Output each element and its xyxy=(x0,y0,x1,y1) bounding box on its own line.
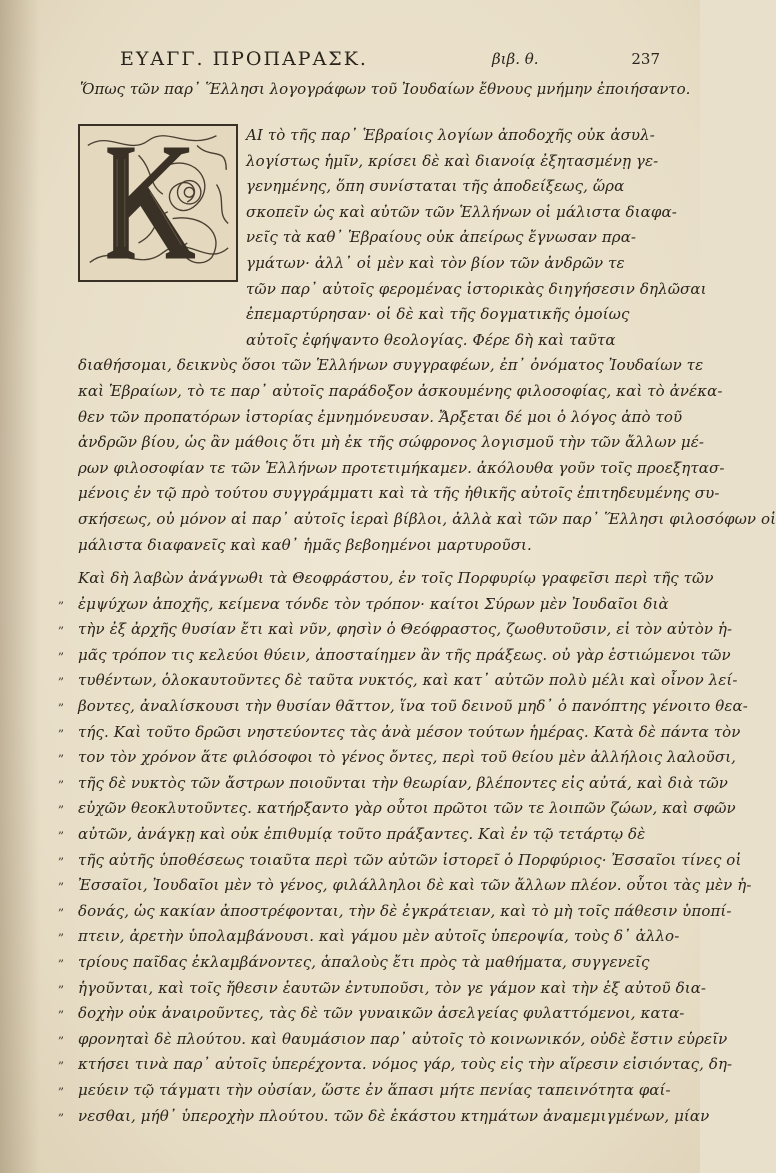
text-line: τῆς δὲ νυκτὸς τῶν ἄστρων ποιοῦνται τὴν θεωρίαν, βλέποντες εἰς αὐτά, καὶ διὰ τῶν xyxy=(78,773,729,792)
text-line: Καὶ δὴ λαβὼν ἀνάγνωθι τὰ Θεοφράστου, ἐν τοῖς Πορφυρίῳ γραφεῖσι περὶ τῆς τῶν xyxy=(78,569,714,588)
chapter-subtitle: Ὅπως τῶν παρ᾽ Ἕλλησι λογογράφων τοῦ Ἰουδαίων ἔθνους μνήμην ἐποιήσαντο. xyxy=(80,80,691,98)
text-line: τῶν παρ᾽ αὐτοῖς φερομένας ἱστορικὰς διηγήσεσιν δηλῶσαι xyxy=(246,279,707,298)
text-line: μᾶς τρόπον τις κελεύοι θύειν, ἀποσταίημεν ἂν τῆς πράξεως. οὐ γὰρ ἑστιώμενοι τῶν xyxy=(78,645,731,664)
quote-mark: „ xyxy=(58,1052,65,1067)
quote-mark: „ xyxy=(58,796,65,811)
text-line: βοντες, ἀναλίσκουσι τὴν θυσίαν θᾶττον, ἵνα τοῦ δεινοῦ μηδ᾽ ὁ πανόπτης γένοιτο θεα- xyxy=(78,697,748,716)
quote-mark: „ xyxy=(58,642,65,657)
text-line: καὶ Ἑβραίων, τὸ τε παρ᾽ αὐτοῖς παράδοξον ἀσκουμένης φιλοσοφίας, καὶ τὸ ἀνέκα- xyxy=(78,381,723,400)
text-line: αὐτοῖς ἐφήψαντο θεολογίας. Φέρε δὴ καὶ ταῦτα xyxy=(246,330,616,349)
quote-mark: „ xyxy=(58,617,65,632)
running-head-title: ΕΥΑΓΓ. ΠΡΟΠΑΡΑΣΚ. xyxy=(120,48,368,70)
paragraph-2 xyxy=(58,566,752,1129)
text-line: μεύειν τῷ τάγματι τὴν οὐσίαν, ὥστε ἐν ἅπασι μήτε πενίας ταπεινότητα φαί- xyxy=(78,1080,671,1099)
paragraph-1 xyxy=(78,123,776,558)
quote-mark: „ xyxy=(58,898,65,913)
text-line: δονάς, ὡς κακίαν ἀποστρέφονται, τὴν δὲ ἐγκράτειαν, καὶ τὸ μὴ τοῖς πάθεσιν ὑποπί- xyxy=(78,901,732,920)
quote-mark: „ xyxy=(58,822,65,837)
quote-mark: „ xyxy=(58,1001,65,1016)
text-line: πτειν, ἀρετὴν ὑπολαμβάνουσι. καὶ γάμου μὲν αὐτοῖς ὑπεροψία, τοὺς δ᾽ ἀλλο- xyxy=(78,927,680,946)
text-line: τον τὸν χρόνον ἅτε φιλόσοφοι τὸ γένος ὄντες, περὶ τοῦ θείου μὲν ἀλλήλοις λαλοῦσι, xyxy=(78,748,737,767)
text-line: σκήσεως, οὐ μόνον αἱ παρ᾽ αὐτοῖς ἱεραὶ βίβλοι, ἀλλὰ καὶ τῶν παρ᾽ Ἕλλησι φιλοσόφων οἱ xyxy=(78,509,776,528)
text-line: εὐχῶν θεοκλυτοῦντες. κατήρξαντο γὰρ οὗτοι πρῶτοι τῶν τε λοιπῶν ζώων, καὶ σφῶν xyxy=(78,799,736,818)
gutter-shadow xyxy=(0,0,40,1173)
quote-mark: „ xyxy=(58,1077,65,1092)
text-line: ἐπεμαρτύρησαν· οἱ δὲ καὶ τῆς δογματικῆς ὁμοίως xyxy=(246,305,630,324)
text-line: δοχὴν οὐκ ἀναιροῦντες, τὰς δὲ τῶν γυναικῶν ἀσελγείας φυλαττόμενοι, κατα- xyxy=(78,1004,685,1023)
text-line: νεσθαι, μήθ᾽ ὑπεροχὴν πλούτου. τῶν δὲ ἑκάστου κτημάτων ἀναμεμιγμένων, μίαν xyxy=(78,1106,710,1125)
body-text xyxy=(58,123,776,1129)
quote-mark: „ xyxy=(58,847,65,862)
text-line: τὴν ἐξ ἀρχῆς θυσίαν ἔτι καὶ νῦν, φησὶν ὁ Θεόφραστος, ζωοθυτοῦσιν, εἰ τὸν αὐτὸν ἡ- xyxy=(78,620,733,639)
text-line: ΑΙ τὸ τῆς παρ᾽ Ἑβραίοις λογίων ἀποδοχῆς οὐκ ἀσυλ- xyxy=(246,126,655,144)
quote-mark: „ xyxy=(58,873,65,888)
text-line: θεν τῶν προπατόρων ἱστορίας ἐμνημόνευσαν. Ἄρξεται δέ μοι ὁ λόγος ἀπὸ τοῦ xyxy=(78,407,683,426)
text-line: τυθέντων, ὁλοκαυτοῦντες δὲ ταῦτα νυκτός, καὶ κατ᾽ αὐτῶν πολὺ μέλι καὶ οἶνον λεί- xyxy=(78,671,738,690)
text-line: νεῖς τὰ καθ᾽ Ἑβραίους οὐκ ἀπείρως ἔγνωσαν πρα- xyxy=(246,228,637,247)
quote-mark: „ xyxy=(58,950,65,964)
text-line: ἐμψύχων ἀποχῆς, κείμενα τόνδε τὸν τρόπον· καίτοι Σύρων μὲν Ἰουδαῖοι διὰ xyxy=(78,594,669,613)
text-line: ἡγοῦνται, καὶ τοῖς ἤθεσιν ἑαυτῶν ἐντυποῦσι, τὸν γε γάμον καὶ τὴν ἐξ αὐτοῦ δια- xyxy=(78,978,707,997)
quote-mark: „ xyxy=(58,924,65,939)
text-line: φρονηταὶ δὲ πλούτου. καὶ θαυμάσιον παρ᾽ αὐτοῖς τὸ κοινωνικόν, οὐδὲ ἔστιν εὑρεῖν xyxy=(78,1029,728,1048)
page-number: 237 xyxy=(631,50,660,68)
quote-mark: „ xyxy=(58,745,65,760)
text-line: μάλιστα διαφανεῖς καὶ καθ᾽ ἡμᾶς βεβοημένοι μαρτυροῦσι. xyxy=(78,535,532,554)
quote-mark: „ xyxy=(58,1026,65,1041)
text-line: ρων φιλοσοφίαν τε τῶν Ἑλλήνων προτετιμήκαμεν. ἀκόλουθα γοῦν τοῖς προεξητασ- xyxy=(78,458,725,477)
text-line: τρίους παῖδας ἐκλαμβάνοντες, ἁπαλοὺς ἔτι πρὸς τὰ μαθήματα, συγγενεῖς xyxy=(78,953,650,971)
text-line: σκοπεῖν ὡς καὶ αὐτῶν τῶν Ἑλλήνων οἱ μάλιστα διαφα- xyxy=(246,202,677,221)
text-line: τής. Καὶ τοῦτο δρῶσι νηστεύοντες τὰς ἀνὰ μέσον τούτων ἡμέρας. Κατὰ δὲ πάντα τὸν xyxy=(78,722,741,741)
running-head-book: βιβ. θ. xyxy=(492,50,539,68)
quote-mark: „ xyxy=(58,770,65,785)
quote-mark: „ xyxy=(58,668,65,683)
text-line: μένοις ἐν τῷ πρὸ τούτου συγγράμματι καὶ τὰ τῆς ἠθικῆς αὐτοῖς ἐπιτηδευμένης συ- xyxy=(78,484,720,503)
running-head xyxy=(100,48,660,72)
text-line: τῆς αὐτῆς ὑποθέσεως τοιαῦτα περὶ τῶν αὐτῶν ἱστορεῖ ὁ Πορφύριος· Ἐσσαῖοι τίνες οἱ xyxy=(78,850,742,869)
quote-mark: „ xyxy=(58,694,65,709)
quote-mark: „ xyxy=(58,591,65,606)
text-line: διαθήσομαι, δεικνὺς ὅσοι τῶν Ἑλλήνων συγγραφέων, ἐπ᾽ ὀνόματος Ἰουδαίων τε xyxy=(78,356,704,375)
quote-mark: „ xyxy=(58,1103,65,1118)
text-line: ἀνδρῶν βίου, ὡς ἂν μάθοις ὅτι μὴ ἐκ τῆς σώφρονος λογισμοῦ τὴν τῶν ἄλλων μέ- xyxy=(78,433,705,452)
text-line: γμάτων· ἀλλ᾽ οἱ μὲν καὶ τὸν βίον τῶν ἀνδρῶν τε xyxy=(246,253,625,272)
text-line: γενημένης, ὅπη συνίσταται τῆς ἀποδείξεως, ὥρα xyxy=(246,177,625,196)
quote-mark: „ xyxy=(58,719,65,734)
text-line: λογίστως ἡμῖν, κρίσει δὲ καὶ διανοίᾳ ἐξητασμένῃ γε- xyxy=(246,151,659,170)
quote-mark: „ xyxy=(58,975,65,990)
text-line: Ἐσσαῖοι, Ἰουδαῖοι μὲν τὸ γένος, φιλάλληλοι δὲ καὶ τῶν ἄλλων πλέον. οὗτοι τὰς μὲν ἡ- xyxy=(78,876,752,895)
text-line: αὐτῶν, ἀνάγκῃ καὶ οὐκ ἐπιθυμίᾳ τοῦτο πράξαντες. Καὶ ἐν τῷ τετάρτῳ δὲ xyxy=(78,825,646,844)
text-line: κτήσει τινὰ παρ᾽ αὐτοῖς ὑπερέχοντα. νόμος γάρ, τοὺς εἰς τὴν αἵρεσιν εἰσιόντας, δη- xyxy=(78,1055,733,1074)
